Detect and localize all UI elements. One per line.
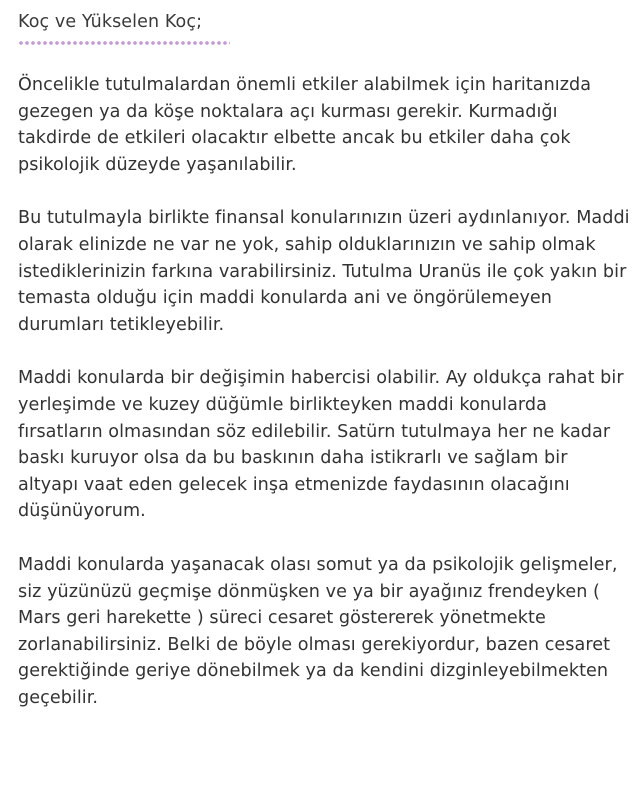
paragraph-3: Maddi konularda bir değişimin habercisi olabilir. Ay oldukça rahat bir yerleşimde ve kuzey düğümle birlikteyken maddi konularda fırsatların olmasından söz edilebilir. Satürn tutulmaya her ne kadar baskı kuruyor olsa da bu baskının daha istikrarlı ve sağlam bir altyapı vaat eden gelecek inşa etmenizde faydasının olacağını düşünüyorum. <box>18 368 624 522</box>
dotted-divider <box>18 40 230 46</box>
paragraph-2: Bu tutulmayla birlikte finansal konularınızın üzeri aydınlanıyor. Maddi olarak elinizde ne var ne yok, sahip olduklarınızın ve sahip olmak istediklerinizin farkına varabilirsiniz. Tutulma Uranüs ile çok yakın bir temasta olduğu için maddi konularda ani ve öngörülemeyen durumları tetikleyebilir. <box>18 208 630 335</box>
paragraph-4: Maddi konularda yaşanacak olası somut ya da psikolojik gelişmeler, siz yüzünüzü geçmişe dönmüşken ve ya bir ayağınız frendeyken ( Mars geri harekette ) süreci cesaret göstererek yönetmekte zorlanabilirsiniz. Belki de böyle olması gerekiyordur, bazen cesaret gerektiğinde geriye dönebilmek ya da kendini dizginleyebilmekten geçebilir. <box>18 554 618 708</box>
article-body <box>18 72 632 711</box>
paragraph-1: Öncelikle tutulmalardan önemli etkiler alabilmek için haritanızda gezegen ya da köşe noktalara açı kurması gerekir. Kurmadığı takdirde de etkileri olacaktır elbette ancak bu etkiler daha çok psikolojik düzeyde yaşanılabilir. <box>18 75 592 175</box>
section-heading: Koç ve Yükselen Koç; <box>18 12 203 32</box>
